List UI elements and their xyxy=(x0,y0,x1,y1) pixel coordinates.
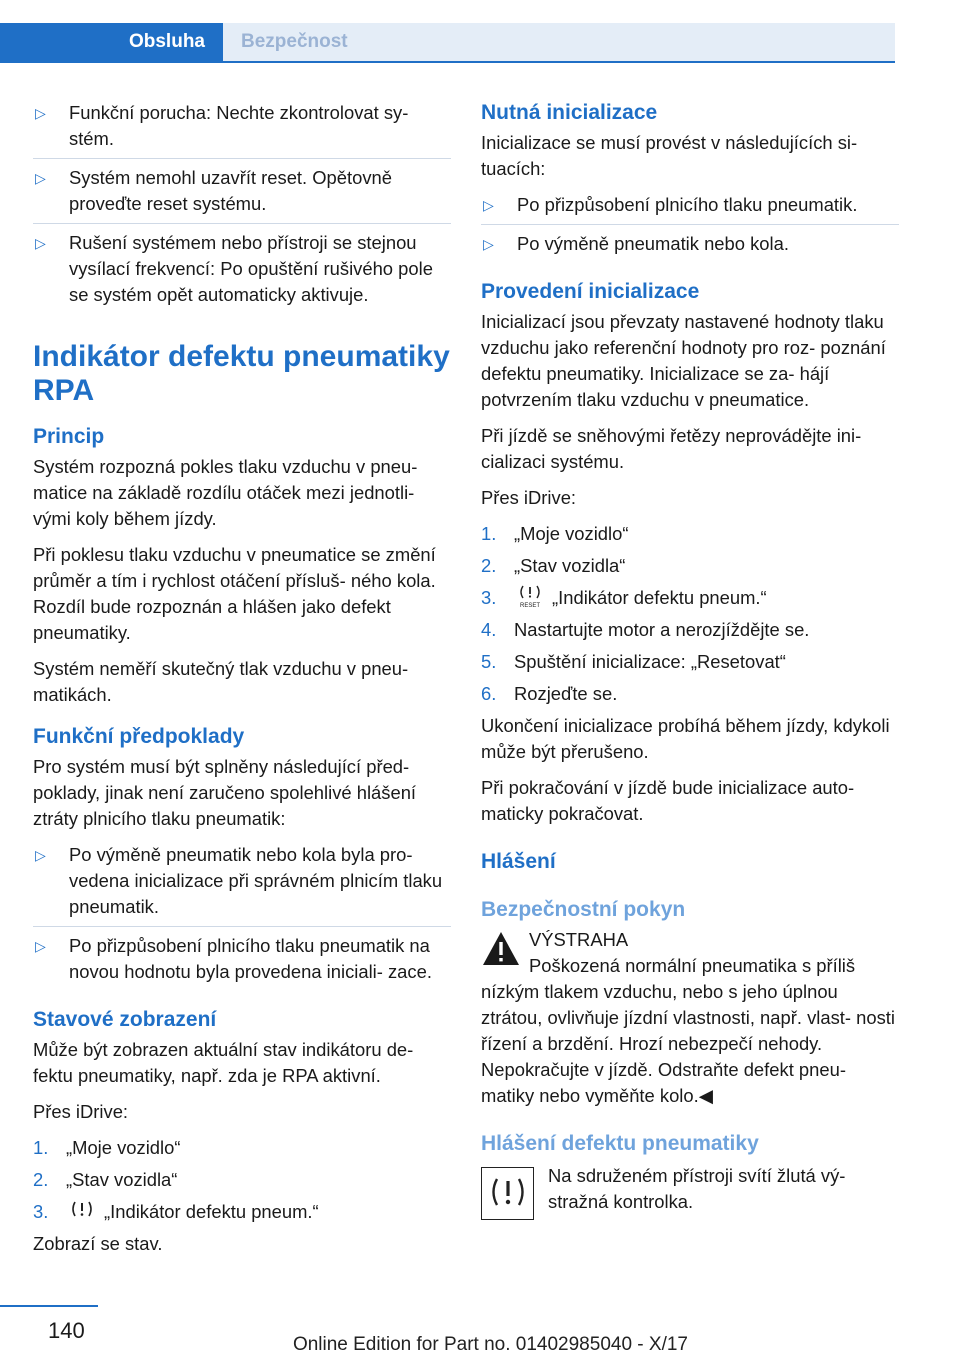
tab-bezpecnost[interactable]: Bezpečnost xyxy=(223,23,895,61)
bullet-triangle-icon: ▷ xyxy=(483,197,494,213)
stav-result: Zobrazí se stav. xyxy=(33,1233,163,1254)
list-item: 1. „Moje vozidlo“ xyxy=(33,1137,181,1158)
chapter-title: Indikátor defektu pneumatiky RPA xyxy=(33,340,450,407)
warning-text: Poškozená normální pneumatika s příliš xyxy=(529,955,856,976)
nutna-heading: Nutná inicializace xyxy=(481,101,658,124)
page-number-line xyxy=(0,1305,98,1307)
predpoklady-paragraph: Pro systém musí být splněny následující před‐ poklady, jinak není zaručeno spolehlivé hlášení ztráty plnicího tlaku pneumatik: xyxy=(33,756,417,829)
list-item: 2. „Stav vozidla“ xyxy=(481,555,626,576)
provedeni-idrive-label: Přes iDrive: xyxy=(481,487,577,508)
list-item: 2. „Stav vozidla“ xyxy=(33,1169,178,1190)
list-item: 4. Nastartujte motor a nerozjíždějte se. xyxy=(481,619,810,640)
provedeni-paragraph: Při jízdě se sněhovými řetězy neprovádějte ini‐ cializaci systému. xyxy=(481,425,862,472)
list-item: 3. „Indikátor defektu pneum.“ xyxy=(33,1201,319,1222)
bullet-triangle-icon: ▷ xyxy=(35,105,46,121)
tab-obsluha[interactable]: Obsluha xyxy=(0,23,223,61)
list-item: 3. RESET „Indikátor defektu pneum.“ xyxy=(481,587,767,609)
bullet-triangle-icon: ▷ xyxy=(483,236,494,252)
right-column xyxy=(481,100,899,1220)
list-item: 1. „Moje vozidlo“ xyxy=(481,523,629,544)
princip-paragraph: Systém rozpozná pokles tlaku vzduchu v pneu‐ matice na základě rozdílu otáček mezi jednotli‐ vými koly během jízdy. xyxy=(33,456,418,529)
provedeni-steps xyxy=(481,521,899,707)
tyre-reset-icon xyxy=(516,585,544,609)
nutna-paragraph: Inicializace se musí provést v následujících si‐ tuacích: xyxy=(481,132,858,179)
list-item: 5. Spuštění inicializace: „Resetovat“ xyxy=(481,651,786,672)
list-item: ▷ Po přizpůsobení plnicího tlaku pneumatik na novou hodnotu byla provedena iniciali‐ zace. xyxy=(33,926,451,991)
provedeni-heading: Provedení inicializace xyxy=(481,280,700,303)
left-column xyxy=(33,100,451,1267)
bullet-triangle-icon: ▷ xyxy=(35,938,46,954)
list-item: ▷ Po přizpůsobení plnicího tlaku pneumatik. xyxy=(481,192,899,224)
warning-block xyxy=(481,927,899,979)
defekt-heading: Hlášení defektu pneumatiky xyxy=(481,1132,759,1155)
svg-text:RESET: RESET xyxy=(519,603,541,609)
predpoklady-heading: Funkční předpoklady xyxy=(33,725,245,748)
tyre-pressure-warning-icon xyxy=(481,1167,534,1220)
warning-text: nízkým tlakem vzduchu, nebo s jeho úplnou ztrátou, ovlivňuje jízdní vlastnosti, např. vlast‐ nosti řízení a brzdění. Hrozí nebezpečí nehody. Nepokračujte v jízdě. Odstraňte defekt pneu‐ matiky nebo vyměňte kolo.◀ xyxy=(481,981,895,1106)
stav-heading: Stavové zobrazení xyxy=(33,1008,217,1031)
list-item: ▷ Funkční porucha: Nechte zkontrolovat sy‐ stém. xyxy=(33,100,451,158)
provedeni-paragraph: Ukončení inicializace probíhá během jízdy, kdykoli může být přerušeno. xyxy=(481,715,890,762)
bullet-triangle-icon: ▷ xyxy=(35,847,46,863)
bullet-triangle-icon: ▷ xyxy=(35,170,46,186)
princip-paragraph: Systém neměří skutečný tlak vzduchu v pneu‐ matikách. xyxy=(33,658,409,705)
defekt-block xyxy=(481,1163,899,1220)
princip-paragraph: Při poklesu tlaku vzduchu v pneumatice se změní průměr a tím i rychlost otáčení přísluš‐ ného kola. Rozdíl bude rozpoznán a hlášen jako defekt pneumatiky. xyxy=(33,544,436,643)
stav-idrive-label: Přes iDrive: xyxy=(33,1101,129,1122)
header-divider xyxy=(0,61,895,63)
bullet-triangle-icon: ▷ xyxy=(35,235,46,251)
list-item: 6. Rozjeďte se. xyxy=(481,683,618,704)
princip-heading: Princip xyxy=(33,425,105,448)
defekt-text: Na sdruženém přístroji svítí žlutá vý‐ stražná kontrolka. xyxy=(548,1165,846,1212)
list-item: ▷ Systém nemohl uzavřít reset. Opětovně proveďte reset systému. xyxy=(33,158,451,223)
provedeni-paragraph: Při pokračování v jízdě bude inicializace auto‐ maticky pokračovat. xyxy=(481,777,855,824)
header-bar xyxy=(0,0,895,64)
bezpecnostni-heading: Bezpečnostní pokyn xyxy=(481,898,686,921)
list-item: ▷ Po výměně pneumatik nebo kola. xyxy=(481,224,899,263)
list-item: ▷ Rušení systémem nebo přístroji se stejnou vysílací frekvencí: Po opuštění rušivého pole se systém opět automaticky aktivuje. xyxy=(33,223,451,314)
stav-steps xyxy=(33,1135,451,1225)
stav-paragraph: Může být zobrazen aktuální stav indikátoru de‐ fektu pneumatiky, např. zda je RPA aktivní. xyxy=(33,1039,414,1086)
edition-footer: Online Edition for Part no. 01402985040 - X/17 xyxy=(292,1334,688,1355)
nutna-bullet-list xyxy=(481,192,899,263)
predpoklady-bullet-list xyxy=(33,842,451,991)
tyre-warning-icon xyxy=(68,1199,96,1223)
hlaseni-heading: Hlášení xyxy=(481,850,556,873)
provedeni-paragraph: Inicializací jsou převzaty nastavené hodnoty tlaku vzduchu jako referenční hodnoty pro roz‐ poznání defektu pneumatiky. Inicializace se za‐ hájí potvrzením tlaku vzduchu v pneumatice. xyxy=(481,311,886,410)
page-number: 140 xyxy=(48,1318,85,1343)
list-item: ▷ Po výměně pneumatik nebo kola byla pro‐ vedena inicializace při správném plnicím tlaku pneumatik. xyxy=(33,842,451,926)
warning-triangle-icon xyxy=(481,929,521,969)
intro-bullet-list xyxy=(33,100,451,314)
warning-label: VÝSTRAHA xyxy=(529,929,629,950)
